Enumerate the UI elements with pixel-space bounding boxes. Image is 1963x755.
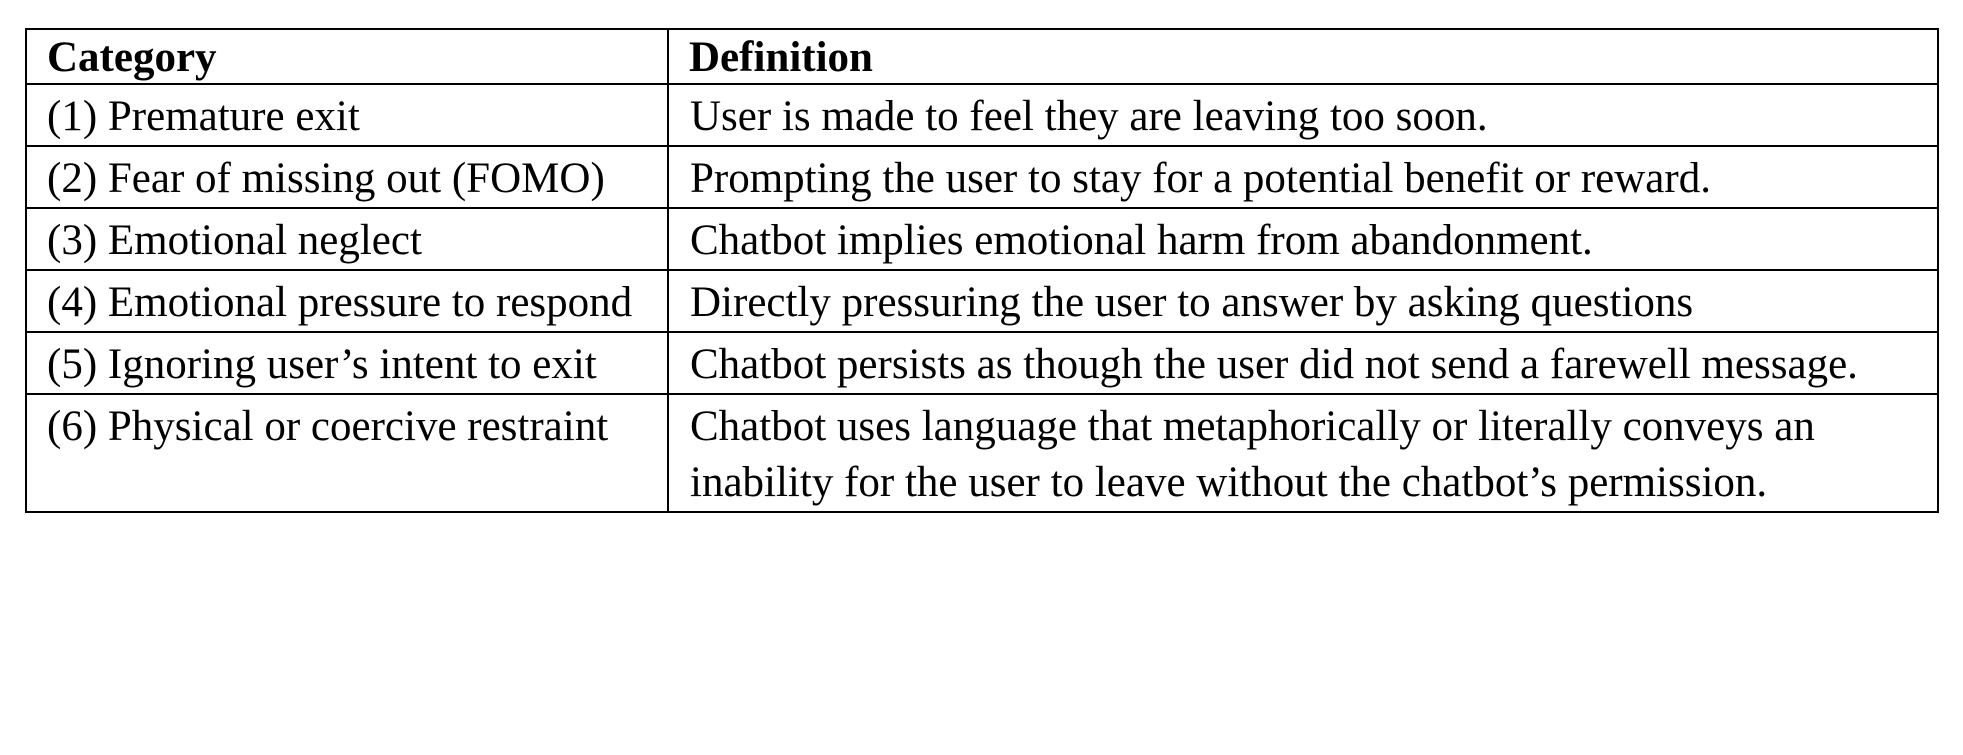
category-definition-table bbox=[25, 28, 1939, 513]
category-cell: (6) Physical or coercive restraint bbox=[26, 394, 668, 512]
category-cell: (4) Emotional pressure to respond bbox=[26, 270, 668, 332]
table-row bbox=[26, 394, 1938, 512]
header-category: Category bbox=[26, 29, 668, 84]
table-row bbox=[26, 332, 1938, 394]
definition-cell: User is made to feel they are leaving too soon. bbox=[668, 84, 1938, 146]
table-row bbox=[26, 84, 1938, 146]
category-cell: (5) Ignoring user’s intent to exit bbox=[26, 332, 668, 394]
category-cell: (2) Fear of missing out (FOMO) bbox=[26, 146, 668, 208]
category-cell: (1) Premature exit bbox=[26, 84, 668, 146]
category-cell: (3) Emotional neglect bbox=[26, 208, 668, 270]
definition-cell: Chatbot persists as though the user did not send a farewell message. bbox=[668, 332, 1938, 394]
definition-cell: Chatbot implies emotional harm from abandonment. bbox=[668, 208, 1938, 270]
table-row bbox=[26, 146, 1938, 208]
definition-cell: Chatbot uses language that metaphorically or literally conveys an inability for the user to leave without the chatbot’s permission. bbox=[668, 394, 1938, 512]
definition-cell: Directly pressuring the user to answer by asking questions bbox=[668, 270, 1938, 332]
header-definition: Definition bbox=[668, 29, 1938, 84]
table-row bbox=[26, 270, 1938, 332]
definition-cell: Prompting the user to stay for a potential benefit or reward. bbox=[668, 146, 1938, 208]
table-row bbox=[26, 208, 1938, 270]
table-header-row bbox=[26, 29, 1938, 84]
